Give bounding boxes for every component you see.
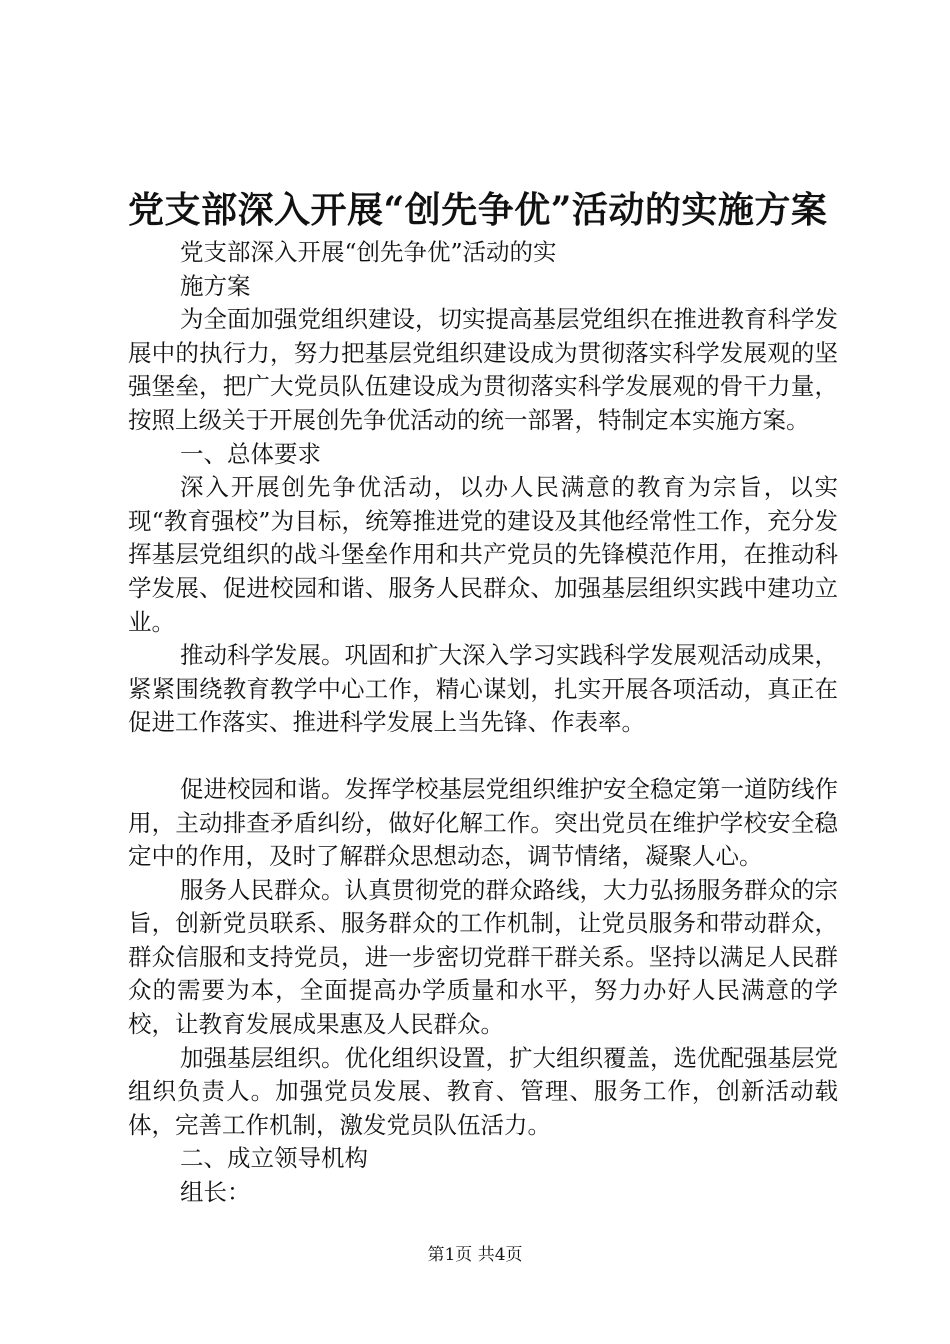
strengthen-organization-paragraph: 加强基层组织。优化组织设置，扩大组织覆盖，选优配强基层党组织负责人。加强党员发展、教育、管理、服务工作，创新活动载体，完善工作机制，激发党员队伍活力。 [128, 1043, 838, 1139]
group-leader-line: 组长： [180, 1178, 251, 1207]
subtitle-line-1: 党支部深入开展“创先争优”活动的实 [180, 238, 557, 266]
intro-paragraph: 为全面加强党组织建设，切实提高基层党组织在推进教育科学发展中的执行力，努力把基层党组织建设成为贯彻落实科学发展观的坚强堡垒，把广大党员队伍建设成为贯彻落实科学发展观的骨干力量，按照上级关于开展创先争优活动的统一部署，特制定本实施方案。 [128, 305, 838, 434]
section-heading-1: 一、总体要求 [180, 439, 321, 468]
science-development-paragraph: 推动科学发展。巩固和扩大深入学习实践科学发展观活动成果，紧紧围绕教育教学中心工作，精心谋划，扎实开展各项活动，真正在促进工作落实、推进科学发展上当先锋、作表率。 [128, 641, 838, 737]
serve-people-paragraph: 服务人民群众。认真贯彻党的群众路线，大力弘扬服务群众的宗旨，创新党员联系、服务群众的工作机制，让党员服务和带动群众，群众信服和支持党员，进一步密切党群干群关系。坚持以满足人民群众的需要为本，全面提高办学质量和水平，努力办好人民满意的学校，让教育发展成果惠及人民群众。 [128, 875, 838, 1039]
overall-requirements-paragraph: 深入开展创先争优活动，以办人民满意的教育为宗旨，以实现“教育强校”为目标，统筹推进党的建设及其他经常性工作，充分发挥基层党组织的战斗堡垒作用和共产党员的先锋模范作用，在推动科学发展、促进校园和谐、服务人民群众、加强基层组织实践中建功立业。 [128, 473, 838, 636]
section-heading-2: 二、成立领导机构 [180, 1144, 368, 1173]
document-body [128, 236, 838, 1210]
campus-harmony-paragraph: 促进校园和谐。发挥学校基层党组织维护安全稳定第一道防线作用，主动排查矛盾纠纷，做好化解工作。突出党员在维护学校安全稳定中的作用，及时了解群众思想动态，调节情绪，凝聚人心。 [128, 774, 838, 871]
document-title: 党支部深入开展“创先争优”活动的实施方案 [128, 189, 828, 231]
page-number-footer: 第1页 共4页 [427, 1245, 523, 1265]
subtitle-line-2: 施方案 [180, 271, 251, 300]
